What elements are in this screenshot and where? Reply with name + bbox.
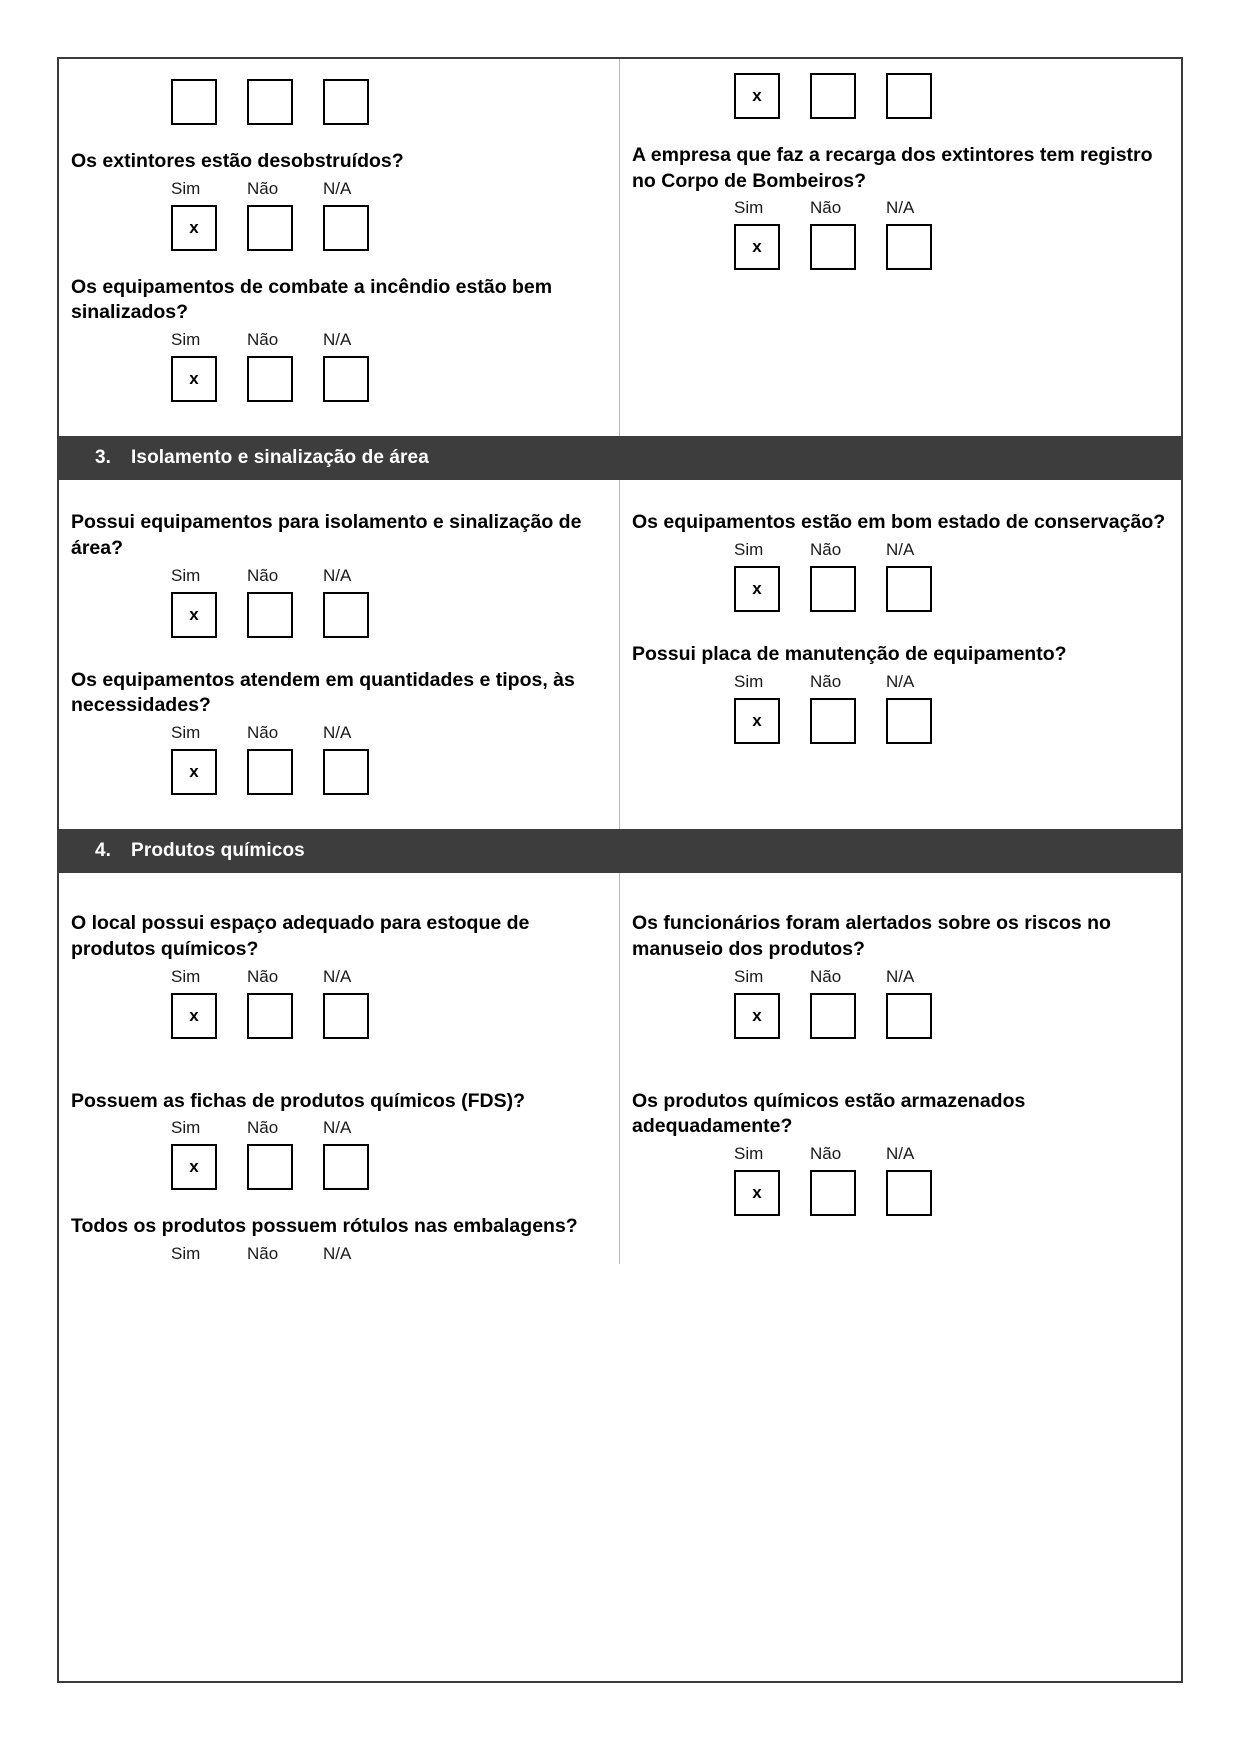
- option-label-nao: Não: [810, 539, 842, 559]
- checkbox-nao[interactable]: [810, 566, 856, 612]
- option-label-na: N/A: [886, 1144, 915, 1164]
- section-continued-body: [59, 59, 1181, 436]
- question-text: Os equipamentos estão em bom estado de conservação?: [632, 511, 1166, 534]
- checkbox-sim[interactable]: x: [171, 1144, 217, 1190]
- checkbox-sim[interactable]: x: [171, 592, 217, 638]
- checkbox-sim[interactable]: x: [734, 73, 780, 119]
- checkbox-sim[interactable]: [171, 79, 217, 125]
- option-group: [734, 672, 1167, 744]
- section-number: 3.: [95, 447, 112, 469]
- checkbox-nao[interactable]: [810, 224, 856, 270]
- section-number: 4.: [95, 840, 112, 862]
- checkbox-na[interactable]: [323, 592, 369, 638]
- checklist-frame: [57, 57, 1183, 1683]
- question-text: Todos os produtos possuem rótulos nas embalagens?: [71, 1215, 578, 1238]
- checkbox-cell-na: [323, 749, 399, 795]
- question-text: Os equipamentos de combate a incêndio estão bem sinalizados?: [71, 275, 553, 324]
- checkbox-cell-nao: [247, 356, 323, 402]
- checkbox-row: [171, 205, 605, 251]
- section-title: Produtos químicos: [131, 840, 305, 862]
- checkbox-sim[interactable]: x: [734, 698, 780, 744]
- option-labels: [734, 198, 1167, 218]
- checkbox-na[interactable]: [886, 1170, 932, 1216]
- checkbox-cell-na: [323, 356, 399, 402]
- checkbox-nao[interactable]: [810, 1170, 856, 1216]
- option-labels: [171, 330, 605, 350]
- section-3-left-column: [59, 480, 620, 829]
- checkbox-cell-sim: [734, 1170, 810, 1216]
- checkbox-cell-na: [323, 1144, 399, 1190]
- checkbox-cell-sim: [171, 79, 247, 125]
- option-labels: [171, 967, 605, 987]
- option-label-na: N/A: [323, 565, 352, 585]
- checkbox-nao[interactable]: [247, 205, 293, 251]
- option-label-nao: Não: [810, 671, 842, 691]
- option-labels: [734, 1144, 1167, 1164]
- section-header-3: [59, 436, 1181, 480]
- checkbox-cell-na: [323, 79, 399, 125]
- option-label-nao: Não: [247, 723, 279, 743]
- section-3-right-column: [620, 480, 1181, 829]
- option-group: [171, 1244, 605, 1264]
- checkbox-na[interactable]: [323, 79, 369, 125]
- question-block: [632, 139, 1167, 270]
- option-labels: [734, 540, 1167, 560]
- section-continued-left-column: [59, 59, 620, 436]
- option-label-na: N/A: [323, 1244, 352, 1264]
- option-labels: [171, 566, 605, 586]
- question-block: [632, 506, 1167, 612]
- checkbox-cell-nao: [810, 73, 886, 119]
- option-label-nao: Não: [810, 1144, 842, 1164]
- checkbox-cell-nao: [810, 698, 886, 744]
- checkbox-sim[interactable]: x: [734, 224, 780, 270]
- checkbox-na[interactable]: [323, 205, 369, 251]
- option-label-nao: Não: [810, 198, 842, 218]
- question-block: [71, 145, 605, 251]
- section-header-4: [59, 829, 1181, 873]
- checkbox-sim[interactable]: x: [171, 749, 217, 795]
- checkbox-na[interactable]: [323, 356, 369, 402]
- checkbox-nao[interactable]: [247, 993, 293, 1039]
- checkbox-na[interactable]: [886, 993, 932, 1039]
- option-labels: [171, 1244, 605, 1264]
- option-label-nao: Não: [247, 565, 279, 585]
- option-group: [171, 1118, 605, 1190]
- checkbox-nao[interactable]: [810, 73, 856, 119]
- checkbox-cell-sim: [734, 566, 810, 612]
- checkbox-sim[interactable]: x: [171, 993, 217, 1039]
- question-block: [632, 907, 1167, 1038]
- option-group: [734, 1144, 1167, 1216]
- question-block: [632, 1085, 1167, 1216]
- checkbox-cell-nao: [810, 993, 886, 1039]
- checkbox-cell-na: [886, 993, 962, 1039]
- checkbox-cell-sim: [734, 993, 810, 1039]
- question-text: A empresa que faz a recarga dos extintores tem registro no Corpo de Bombeiros?: [632, 144, 1153, 192]
- option-labels: [734, 967, 1167, 987]
- option-labels: [171, 1118, 605, 1138]
- option-label-nao: Não: [247, 1118, 279, 1138]
- checkbox-row: [734, 224, 1167, 270]
- option-label-na: N/A: [886, 198, 915, 218]
- checkbox-row: [171, 79, 605, 125]
- option-label-sim: Sim: [734, 966, 764, 986]
- section-4: [59, 873, 1181, 1264]
- section-3: [59, 480, 1181, 829]
- option-label-sim: Sim: [171, 1118, 201, 1138]
- checkbox-cell-sim: [171, 205, 247, 251]
- checkbox-cell-sim: [734, 73, 810, 119]
- option-label-nao: Não: [247, 1244, 279, 1264]
- checkbox-cell-na: [886, 566, 962, 612]
- checkbox-row: [734, 698, 1167, 744]
- checkbox-na[interactable]: [886, 566, 932, 612]
- checkbox-na[interactable]: [886, 698, 932, 744]
- checkbox-na[interactable]: [323, 1144, 369, 1190]
- checkbox-nao[interactable]: [810, 698, 856, 744]
- option-label-sim: Sim: [171, 565, 201, 585]
- option-labels: [171, 179, 605, 199]
- checkbox-cell-na: [323, 993, 399, 1039]
- option-group: [734, 540, 1167, 612]
- checkbox-row: [171, 993, 605, 1039]
- checkbox-sim[interactable]: x: [734, 993, 780, 1039]
- question-block: [71, 907, 605, 1038]
- checkbox-nao[interactable]: [247, 356, 293, 402]
- checkbox-sim[interactable]: x: [734, 566, 780, 612]
- checkbox-nao[interactable]: [247, 1144, 293, 1190]
- checkbox-cell-sim: [171, 993, 247, 1039]
- checkbox-cell-sim: [734, 224, 810, 270]
- checkbox-na[interactable]: [323, 993, 369, 1039]
- question-text: Os equipamentos atendem em quantidades e tipos, às necessidades?: [71, 668, 575, 717]
- checkbox-row: [171, 592, 605, 638]
- option-label-nao: Não: [247, 330, 279, 350]
- checkbox-cell-nao: [247, 749, 323, 795]
- option-label-na: N/A: [323, 178, 352, 198]
- checkbox-na[interactable]: [886, 73, 932, 119]
- option-label-sim: Sim: [171, 966, 201, 986]
- checkbox-na[interactable]: [323, 749, 369, 795]
- option-group: [171, 566, 605, 638]
- checkbox-cell-na: [323, 205, 399, 251]
- checkbox-cell-nao: [810, 224, 886, 270]
- option-label-na: N/A: [323, 966, 352, 986]
- option-label-na: N/A: [323, 1118, 352, 1138]
- checkbox-cell-nao: [247, 993, 323, 1039]
- question-block: [71, 1210, 605, 1264]
- question-text: Os produtos químicos estão armazenados adequadamente?: [632, 1089, 1026, 1138]
- question-block: [632, 638, 1167, 744]
- question-block: [71, 271, 605, 402]
- checkbox-cell-na: [886, 224, 962, 270]
- section-continued: [59, 59, 1181, 436]
- question-block: [71, 664, 605, 795]
- option-group: [734, 198, 1167, 270]
- checkbox-nao[interactable]: [247, 592, 293, 638]
- checkbox-cell-nao: [247, 592, 323, 638]
- checkbox-cell-nao: [247, 205, 323, 251]
- section-4-right-column: [620, 873, 1181, 1264]
- question-text: O local possui espaço adequado para estoque de produtos químicos?: [71, 912, 530, 960]
- option-label-sim: Sim: [734, 1144, 764, 1164]
- option-group: [171, 330, 605, 402]
- checkbox-na[interactable]: [886, 224, 932, 270]
- checkbox-row: [171, 1144, 605, 1190]
- checkbox-nao[interactable]: [810, 993, 856, 1039]
- checkbox-cell-na: [323, 592, 399, 638]
- question-text: Os funcionários foram alertados sobre os riscos no manuseio dos produtos?: [632, 912, 1111, 960]
- question-text: Os extintores estão desobstruídos?: [71, 150, 404, 172]
- checkbox-cell-nao: [247, 79, 323, 125]
- checkbox-cell-sim: [171, 592, 247, 638]
- option-label-na: N/A: [886, 671, 915, 691]
- question-block: [71, 1085, 605, 1191]
- option-label-sim: Sim: [734, 671, 764, 691]
- checkbox-sim[interactable]: x: [171, 356, 217, 402]
- checkbox-cell-nao: [810, 1170, 886, 1216]
- option-label-sim: Sim: [171, 1244, 201, 1264]
- section-continued-right-column: [620, 59, 1181, 436]
- checkbox-sim[interactable]: x: [171, 205, 217, 251]
- option-label-nao: Não: [247, 178, 279, 198]
- question-text: Possui equipamentos para isolamento e sinalização de área?: [71, 511, 582, 559]
- checkbox-cell-sim: [171, 749, 247, 795]
- section-3-body: [59, 480, 1181, 829]
- checkbox-row: [734, 1170, 1167, 1216]
- checkbox-cell-na: [886, 698, 962, 744]
- checkbox-sim[interactable]: x: [734, 1170, 780, 1216]
- checkbox-nao[interactable]: [247, 749, 293, 795]
- checkbox-cell-na: [886, 1170, 962, 1216]
- checkbox-cell-sim: [171, 1144, 247, 1190]
- checkbox-row: [734, 993, 1167, 1039]
- option-label-na: N/A: [886, 966, 915, 986]
- option-label-sim: Sim: [171, 723, 201, 743]
- section-4-body: [59, 873, 1181, 1264]
- option-label-sim: Sim: [734, 539, 764, 559]
- checkbox-row: [171, 356, 605, 402]
- option-group: [171, 179, 605, 251]
- option-group: [171, 967, 605, 1039]
- checkbox-cell-nao: [247, 1144, 323, 1190]
- option-group: [734, 967, 1167, 1039]
- option-labels: [171, 723, 605, 743]
- option-labels: [734, 672, 1167, 692]
- checkbox-cell-sim: [171, 356, 247, 402]
- checkbox-row: [734, 73, 1167, 119]
- checkbox-row: [171, 749, 605, 795]
- orphan-checkbox-group-right: [734, 73, 1167, 119]
- option-label-sim: Sim: [171, 330, 201, 350]
- option-group: [171, 723, 605, 795]
- question-text: Possuem as fichas de produtos químicos (FDS)?: [71, 1089, 525, 1112]
- option-label-na: N/A: [323, 330, 352, 350]
- section-4-left-column: [59, 873, 620, 1264]
- option-label-na: N/A: [323, 723, 352, 743]
- checkbox-row: [734, 566, 1167, 612]
- checkbox-cell-na: [886, 73, 962, 119]
- orphan-checkbox-group-left: [171, 79, 605, 125]
- question-block: [71, 506, 605, 637]
- option-label-na: N/A: [886, 539, 915, 559]
- option-label-nao: Não: [247, 966, 279, 986]
- question-text: Possui placa de manutenção de equipamento?: [632, 642, 1067, 665]
- section-title: Isolamento e sinalização de área: [131, 447, 429, 469]
- option-label-sim: Sim: [171, 178, 201, 198]
- checkbox-cell-sim: [734, 698, 810, 744]
- option-label-nao: Não: [810, 966, 842, 986]
- checkbox-cell-nao: [810, 566, 886, 612]
- checkbox-nao[interactable]: [247, 79, 293, 125]
- option-label-sim: Sim: [734, 198, 764, 218]
